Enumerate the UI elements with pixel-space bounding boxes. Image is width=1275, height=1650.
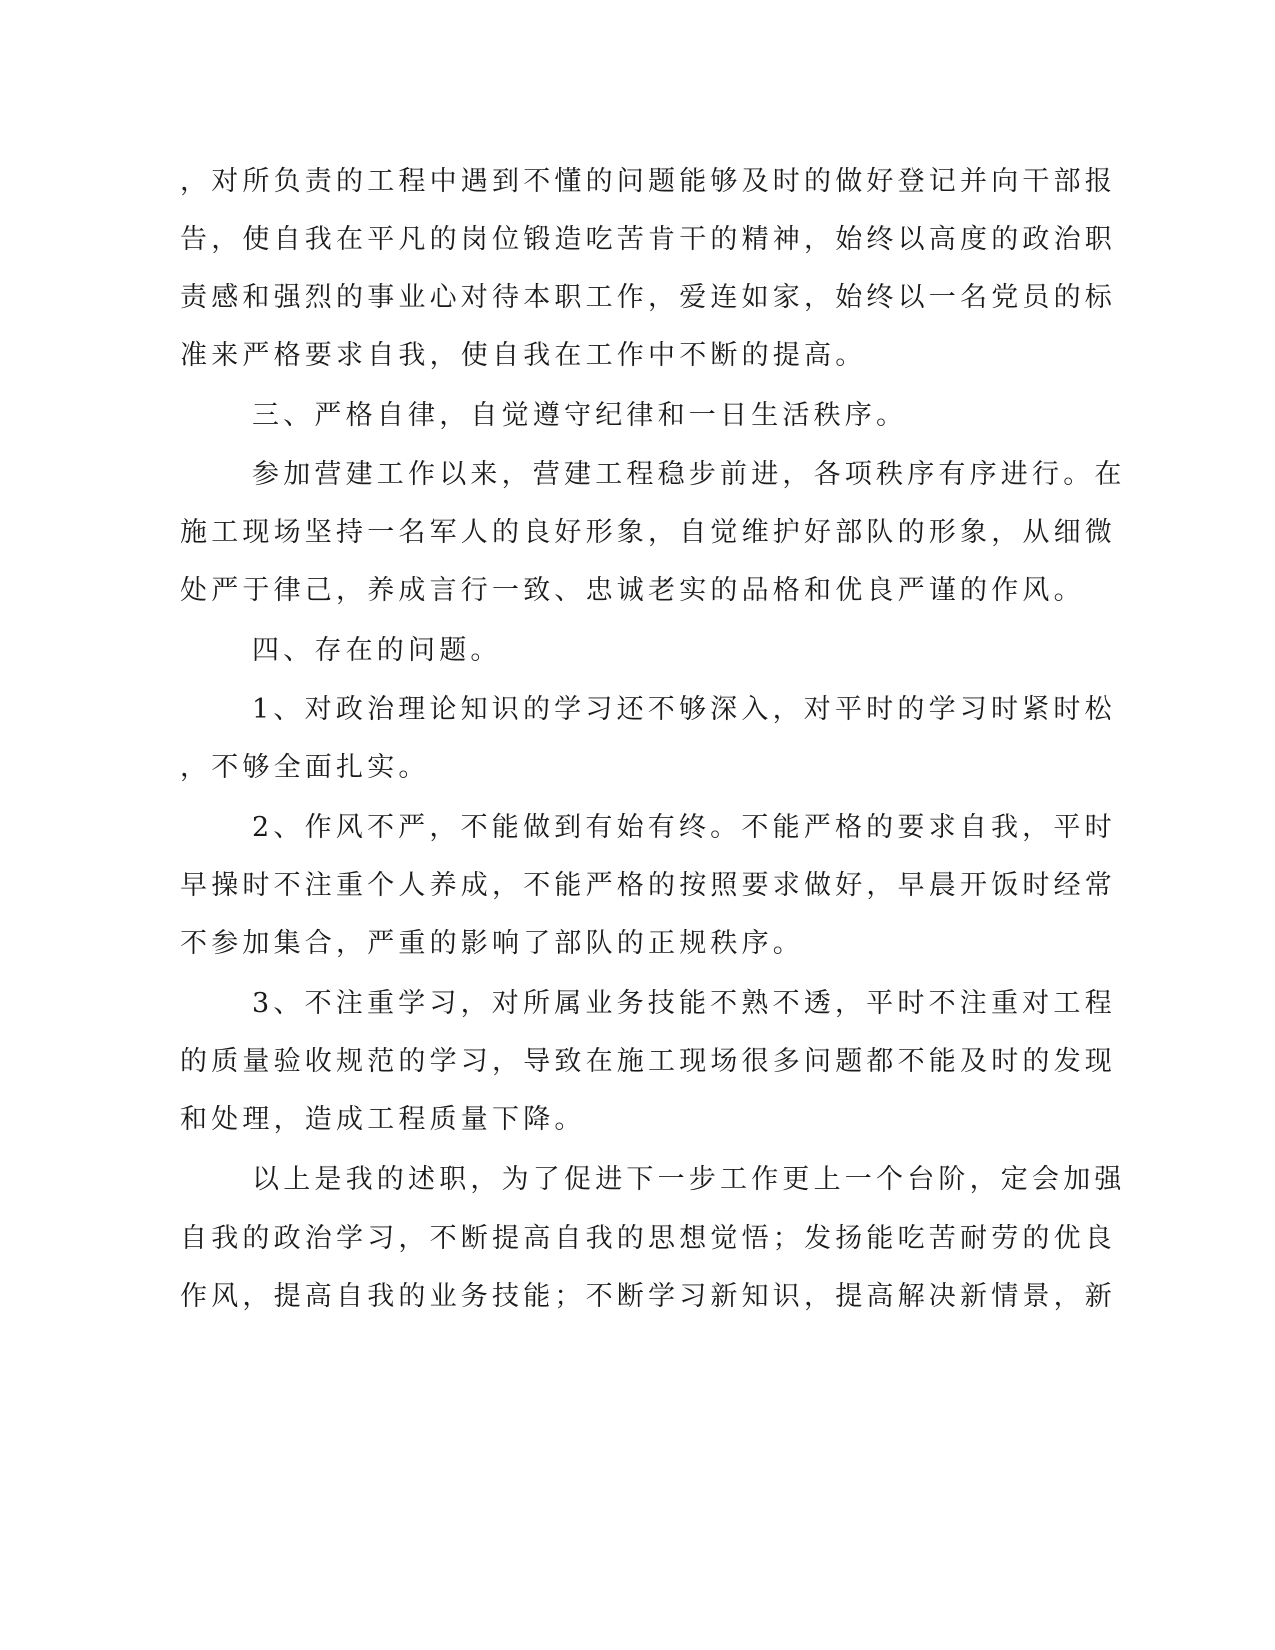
text-line: 早操时不注重个人养成，不能严格的按照要求做好，早晨开饭时经常 — [180, 870, 1116, 901]
text-line: ，不够全面扎实。 — [180, 752, 430, 783]
text-line: 和处理，造成工程质量下降。 — [180, 1104, 586, 1135]
text-line: 三、严格自律，自觉遵守纪律和一日生活秩序。 — [252, 400, 908, 431]
text-line: 责感和强烈的事业心对待本职工作，爱连如家，始终以一名党员的标 — [180, 282, 1116, 313]
text-line: 不参加集合，严重的影响了部队的正规秩序。 — [180, 928, 804, 959]
text-line: 施工现场坚持一名军人的良好形象，自觉维护好部队的形象，从细微 — [180, 517, 1116, 548]
text-line: 处严于律己，养成言行一致、忠诚老实的品格和优良严谨的作风。 — [180, 575, 1085, 606]
text-line: ，对所负责的工程中遇到不懂的问题能够及时的做好登记并向干部报 — [180, 166, 1116, 197]
text-line: 3、不注重学习，对所属业务技能不熟不透，平时不注重对工程 — [252, 988, 1116, 1019]
text-line: 2、作风不严，不能做到有始有终。不能严格的要求自我，平时 — [252, 812, 1116, 843]
text-line: 以上是我的述职，为了促进下一步工作更上一个台阶，定会加强 — [252, 1164, 1126, 1195]
text-line: 准来严格要求自我，使自我在工作中不断的提高。 — [180, 340, 867, 371]
text-line: 的质量验收规范的学习，导致在施工现场很多问题都不能及时的发现 — [180, 1046, 1116, 1077]
text-line: 自我的政治学习，不断提高自我的思想觉悟；发扬能吃苦耐劳的优良 — [180, 1223, 1116, 1254]
text-line: 参加营建工作以来，营建工程稳步前进，各项秩序有序进行。在 — [252, 459, 1126, 490]
text-line: 1、对政治理论知识的学习还不够深入，对平时的学习时紧时松 — [252, 694, 1116, 725]
text-line: 作风，提高自我的业务技能；不断学习新知识，提高解决新情景，新 — [180, 1281, 1116, 1312]
text-line: 四、存在的问题。 — [252, 635, 502, 666]
text-line: 告，使自我在平凡的岗位锻造吃苦肯干的精神，始终以高度的政治职 — [180, 224, 1116, 255]
